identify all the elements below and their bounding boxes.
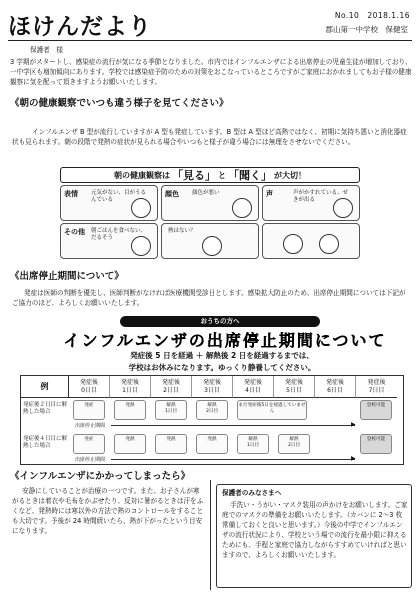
case2-day3: 発熱 [196, 434, 228, 454]
case1-day0: 発症 [73, 400, 105, 420]
banner-see: 「見る」 [172, 169, 216, 182]
banner-listen: 「聞く」 [228, 169, 272, 182]
case1-return: 登校可能 [360, 400, 392, 420]
case2-day0: 発症 [73, 434, 105, 454]
header-rule [8, 40, 412, 41]
case1-note: まだ発症後5日を経過していません [237, 400, 307, 420]
illustration-family [262, 223, 360, 259]
parents-note-body: 手洗い・うがい・マスク装用の声かけをお願いします。ご家庭でのマスクの準備をお願いいたします。（カバンに 2〜3 枚常備しておくと良いと思います。）今後の中学でインフルエンザの流行状況により、学校という場での流行を最小限に抑えるためにも、手程と家庭で協力しながらすすめていければと思いますので、よろしくお願いいたします。 [222, 501, 408, 559]
illustration-voice [262, 185, 360, 221]
row-label-case2: 発症後４日目に解熱した場合 [23, 436, 68, 449]
illustration-expression [60, 185, 158, 221]
face-icon [131, 198, 151, 218]
case1-arrow [111, 425, 355, 426]
parents-note-title: 保護者のみなさまへ [222, 489, 282, 497]
suspension-title: インフルエンザの出席停止期間について [63, 331, 387, 350]
suspension-rule-line2: 学校はお休みになります。ゆっくり静養してください。 [128, 363, 316, 372]
newsletter-title: ほけんだより [8, 14, 152, 40]
issue-number-date: No.10 2018.1.16 [334, 11, 410, 20]
banner-text-post: が大切！ [274, 170, 306, 180]
day-header: 発症後 7日目 [356, 376, 397, 398]
example-label: 例 [21, 376, 69, 398]
section-heading-if-infected: 《インフルエンザにかかってしまったら》 [10, 471, 191, 482]
day-header: 発症後 0日目 [69, 376, 110, 398]
intro-paragraph: 3 学期がスタートし、感染症の流行が気になる季節となりました。市内ではインフルエンザによる出席停止の児童生徒が増加しており、一中学区も増加傾向にあります。学校では感染症予防のための対策をおこなっているところですがご家庭におかれましてもお子様の健康観察に気を配って頂きますようお願いいたします。 [10, 58, 412, 86]
case1-day2: 解熱 1日目 [155, 400, 187, 420]
illustration-label: 顔色 [165, 190, 179, 198]
illustration-caption: 熱はない？ [168, 228, 196, 234]
case2-return: 登校可能 [360, 434, 392, 454]
case2-arrow [111, 459, 355, 460]
arrow-right-icon: ▶ [351, 455, 356, 462]
observation-illustrations [60, 185, 360, 259]
face-icon [283, 234, 303, 254]
suspension-example-table [20, 375, 404, 465]
banner-text-pre: 朝の健康観察は [114, 170, 170, 180]
illustration-label: 声 [266, 190, 273, 198]
illustration-label: 表情 [64, 190, 78, 198]
case1-arrow-label: 出席停止期間 [75, 423, 106, 429]
case1-day3: 解熱 2日目 [196, 400, 228, 420]
illustration-complexion [161, 185, 259, 221]
greeting: 保護者 様 [30, 46, 63, 54]
case2-day1: 発熱 [114, 434, 146, 454]
illustration-other [60, 223, 158, 259]
if-infected-paragraph: 安静にしていることが治療の一つです。また、お子さんが寒がるときは着衣や毛布をかぶせたり、反対に暑がるときは汗をふくなど、発熱時には寒以外の方法で熱のコントロールをすることも大切です。予後が 24 時間続いたら、熱が下がったという目安になります。 [12, 487, 204, 535]
masthead [8, 6, 412, 40]
face-icon [333, 198, 353, 218]
section-heading-health-check: 《朝の健康観察でいつも違う様子を見てください》 [10, 98, 229, 109]
health-check-paragraph: インフルエンザ B 型が流行していますが A 型も発症しています。B 型は A 型ほど高熱ではなく、初期に気持ち悪いと消化器症状も見られます。朝の段階で発熱の症状が見られる場合やいつもと様子が違う場合には無理をさせないでください。 [12, 128, 407, 146]
case2-day5: 解熱 2日目 [278, 434, 310, 454]
notice-band: おうちの方へ [120, 316, 320, 327]
banner-and: と [218, 170, 226, 180]
illustration-caption: 元気がない、目がうるんでいる [91, 190, 147, 203]
face-icon [319, 234, 339, 254]
illustration-caption: 朝ごはんを食べない、だるそう [91, 228, 147, 241]
case2-day4: 解熱 1日目 [237, 434, 269, 454]
day-header: 発症後 2日目 [151, 376, 192, 398]
face-icon [232, 198, 252, 218]
day-header: 発症後 3日目 [192, 376, 233, 398]
column-divider [210, 480, 211, 590]
case2-arrow-label: 出席停止期間 [75, 457, 106, 463]
suspension-rule-line1: 発症後 5 日を経過 ＋ 解熱後 2 日を経過するまでは、 [130, 351, 314, 360]
day-header: 発症後 5日目 [274, 376, 315, 398]
case2-day2: 発熱 [155, 434, 187, 454]
illustration-caption: 声がかすれている、せきが出る [293, 190, 349, 203]
observation-banner [60, 167, 360, 183]
face-icon [202, 236, 222, 256]
arrow-right-icon: ▶ [351, 421, 356, 428]
illustration-caption: 顔色が悪い [192, 190, 220, 196]
day-header: 発症後 6日目 [315, 376, 356, 398]
section-heading-suspension: 《出席停止期間について》 [10, 271, 124, 282]
illustration-label: その他 [64, 228, 85, 236]
suspension-paragraph: 発症は医師の判断を優先し、医師判断がなければ医療機関受診日とします。感染拡大防止のため、出席停止期間については下記がご協力のほど、よろしくお願いいたします。 [12, 289, 406, 307]
case1-day1: 発熱 [114, 400, 146, 420]
day-header: 発症後 4日目 [233, 376, 274, 398]
row-label-case1: 発症後２日目に解熱した場合 [23, 402, 68, 415]
face-icon [131, 236, 151, 256]
day-header: 発症後 1日目 [110, 376, 151, 398]
illustration-fever-check [161, 223, 259, 259]
school-name: 郡山第一中学校 保健室 [325, 25, 408, 34]
